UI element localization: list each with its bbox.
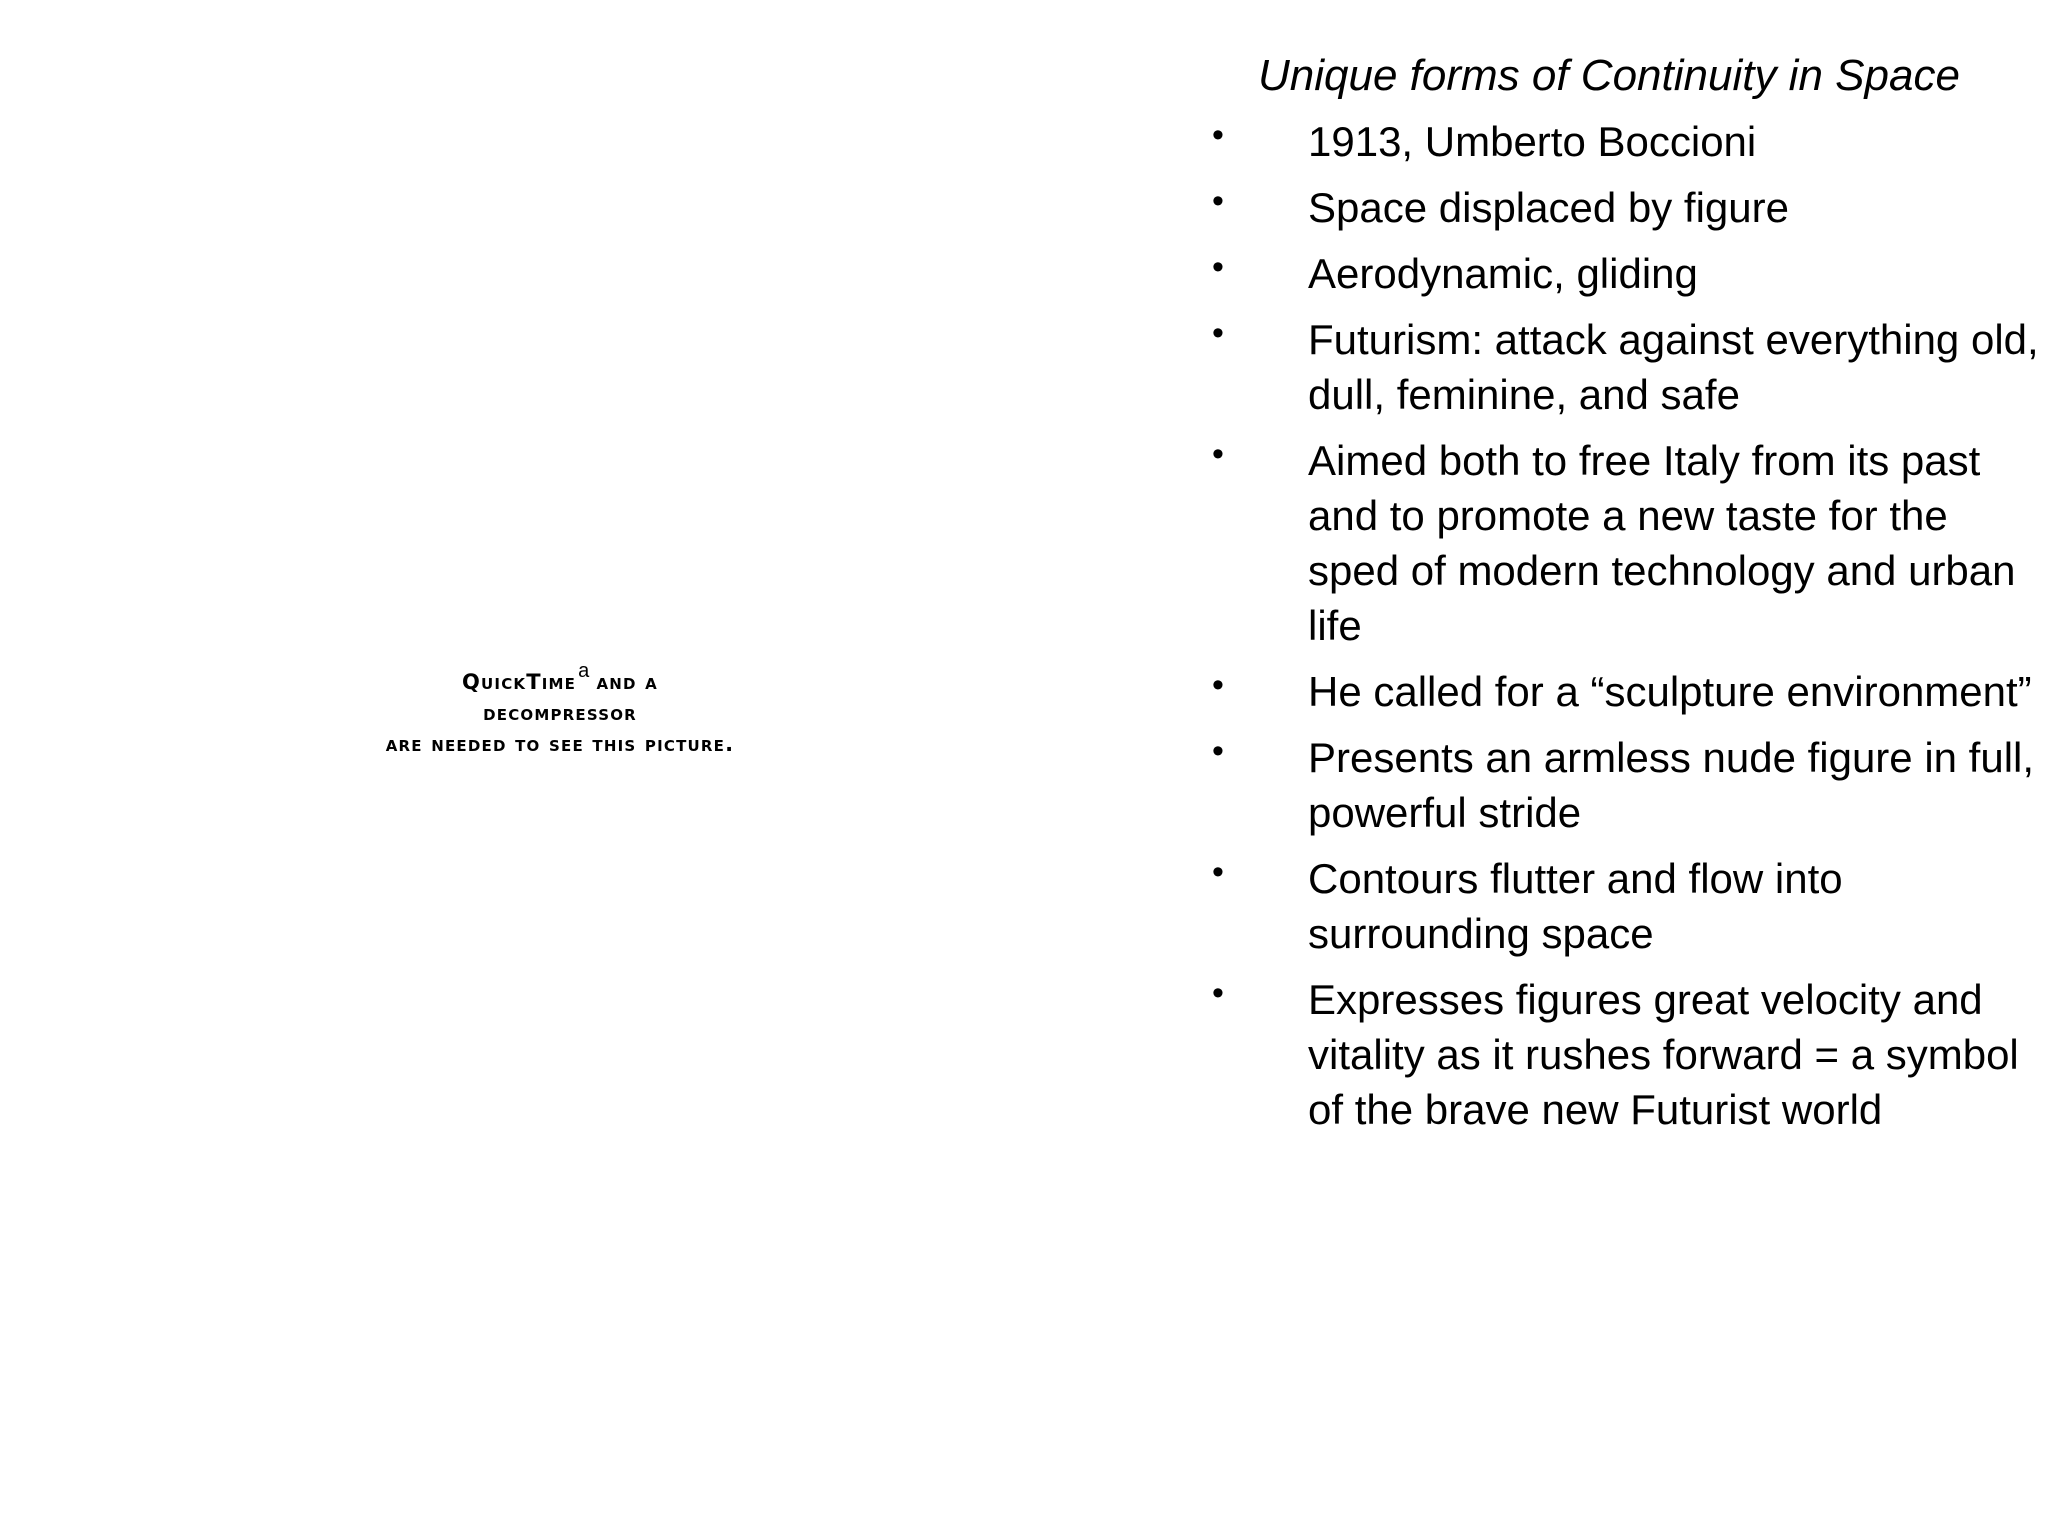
bullet-text: 1913, Umberto Boccioni (1308, 118, 1757, 165)
bullet-item (1210, 730, 2040, 840)
bullet-item (1210, 972, 2040, 1137)
bullet-dot-icon: • (1212, 666, 1224, 704)
slide-title: Unique forms of Continuity in Space (1258, 51, 1960, 100)
bullet-dot-icon: • (1212, 435, 1224, 473)
bullet-item (1210, 246, 2040, 301)
slide-content (1210, 48, 2040, 1148)
bullet-item (1210, 664, 2040, 719)
bullet-item (1210, 180, 2040, 235)
bullet-dot-icon: • (1212, 314, 1224, 352)
placeholder-line-3: are needed to see this picture. (385, 732, 735, 756)
bullet-text: Aerodynamic, gliding (1308, 250, 1698, 297)
placeholder-and-text: and a (596, 670, 658, 694)
placeholder-line-1 (320, 660, 800, 698)
bullet-item (1210, 312, 2040, 422)
bullet-text: Presents an armless nude figure in full, powerful stride (1308, 734, 2035, 836)
bullet-text: Futurism: attack against everything old, dull, feminine, and safe (1308, 316, 2039, 418)
bullet-text: Space displaced by figure (1308, 184, 1789, 231)
bullet-text: Aimed both to free Italy from its past and to promote a new taste for the sped of modern technology and urban life (1308, 437, 2016, 649)
placeholder-superscript: a (578, 660, 591, 682)
bullet-dot-icon: • (1212, 182, 1224, 220)
bullet-dot-icon: • (1212, 248, 1224, 286)
placeholder-line-2: decompressor (483, 701, 637, 725)
bullet-dot-icon: • (1212, 732, 1224, 770)
bullet-dot-icon: • (1212, 853, 1224, 891)
placeholder-quicktime-text: QuickTime (462, 670, 577, 694)
bullet-text: Expresses figures great velocity and vitality as it rushes forward = a symbol of the brave new Futurist world (1308, 976, 2019, 1133)
bullet-text: Contours flutter and flow into surrounding space (1308, 855, 1843, 957)
bullet-item (1210, 114, 2040, 169)
bullet-item (1210, 851, 2040, 961)
bullet-dot-icon: • (1212, 116, 1224, 154)
bullet-item (1210, 433, 2040, 653)
bullet-text: He called for a “sculpture environment” (1308, 668, 2032, 715)
bullet-list (1210, 114, 2040, 1137)
missing-picture-placeholder (320, 660, 800, 760)
bullet-dot-icon: • (1212, 974, 1224, 1012)
